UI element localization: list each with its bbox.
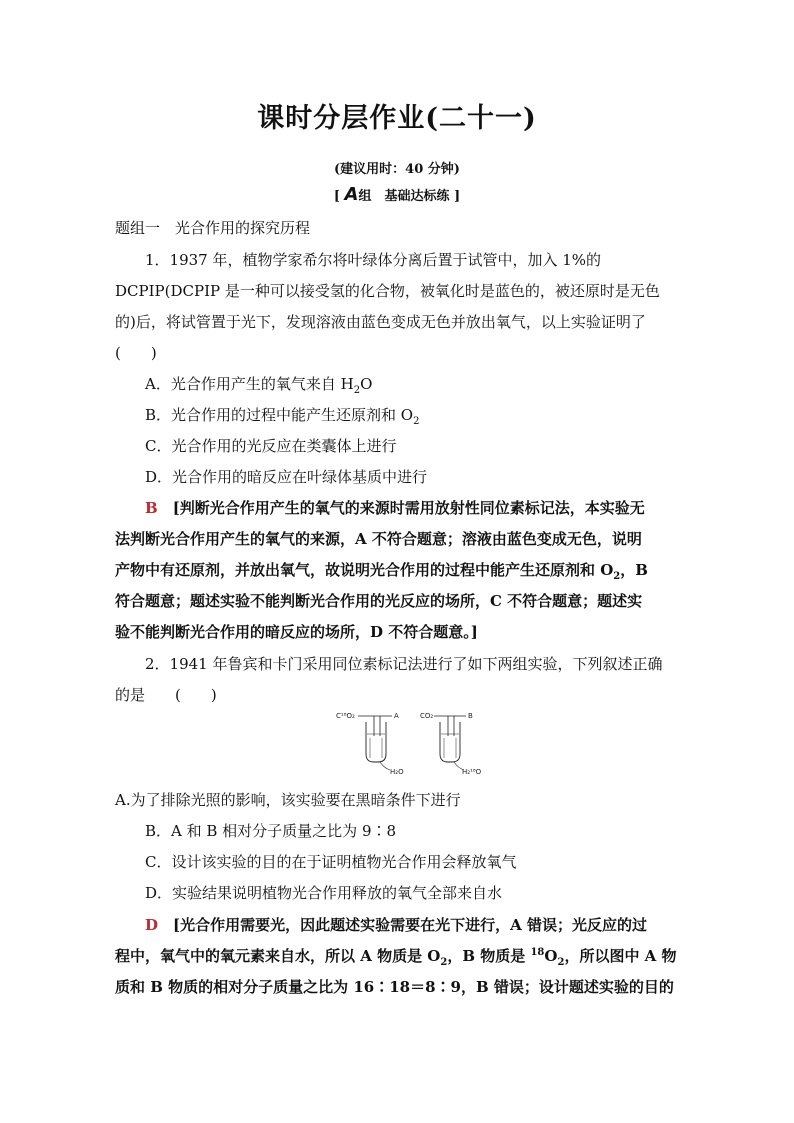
- left-input-label: C¹⁸O₂: [336, 712, 355, 720]
- q2-explanation-line1: D [光合作用需要光，因此题述实验需要在光下进行，A 错误；光反应的过: [145, 916, 647, 934]
- q2-option-d: D．实验结果说明植物光合作用释放的氧气全部来自水: [145, 884, 503, 902]
- q1-stem-line3: 的)后，将试管置于光下，发现溶液由蓝色变成无色并放出氧气，以上实验证明了: [115, 313, 646, 331]
- group-label: [0, 184, 794, 205]
- q1-stem-line1: 1．1937 年，植物学家希尔将叶绿体分离后置于试管中，加入 1%的: [145, 251, 602, 269]
- section-heading: 题组一 光合作用的探究历程: [115, 219, 311, 237]
- group-text: 组 基础达标练: [358, 189, 450, 204]
- bracket-close: ]: [454, 189, 461, 204]
- bracket-open: [: [333, 189, 340, 204]
- q1-explanation-line1: B [判断光合作用产生的氧气的来源时需用放射性同位素标记法，本实验无: [145, 499, 645, 517]
- q1-option-d: D．光合作用的暗反应在叶绿体基质中进行: [145, 468, 428, 486]
- q1-explanation-line4: 符合题意；题述实验不能判断光合作用的光反应的场所，C 不符合题意；题述实: [115, 592, 643, 610]
- q1-explanation-line3: 产物中有还原剂，并放出氧气，故说明光合作用的过程中能产生还原剂和 $O_2$，B: [115, 561, 648, 582]
- q2-explanation-line3: 质和 B 物质的相对分子质量之比为 16∶18＝8∶9，B 错误；设计题述实验的目的: [115, 978, 674, 996]
- experiment-diagram: [334, 708, 496, 776]
- q1-explanation-line5: 验不能判断光合作用的暗反应的场所，D 不符合题意。]: [115, 623, 478, 641]
- left-output-label: A: [394, 712, 399, 720]
- suggested-time: (建议用时：40 分钟): [334, 162, 460, 177]
- q1-stem-line2: DCPIP(DCPIP 是一种可以接受氢的化合物，被氧化时是蓝色的，被还原时是无色: [115, 282, 660, 300]
- left-water-label: H₂O: [390, 768, 404, 776]
- left-test-tube: [366, 722, 386, 762]
- q1-option-a: A．光合作用产生的氧气来自 $H_2O$: [145, 375, 373, 396]
- q2-answer: D: [145, 916, 159, 934]
- right-input-label: CO₂: [420, 712, 434, 720]
- right-water-label: H₂¹⁸O: [462, 768, 482, 776]
- q1-answer: B: [145, 499, 158, 517]
- q2-option-c: C．设计该实验的目的在于证明植物光合作用会释放氧气: [145, 853, 517, 871]
- q2-stem-line2: 的是 ( ): [115, 686, 217, 704]
- group-letter: A: [344, 184, 359, 205]
- page-title: 课时分层作业(二十一): [257, 103, 537, 134]
- right-output-label: B: [468, 712, 473, 720]
- q1-stem-line4: ( ): [115, 344, 157, 362]
- q1-option-b: B．光合作用的过程中能产生还原剂和 $O_2$: [145, 406, 420, 427]
- q1-option-c: C．光合作用的光反应在类囊体上进行: [145, 437, 397, 455]
- q2-explanation-line2: 程中，氧气中的氧元素来自水，所以 A 物质是 $O_2$，B 物质是 $^{18}O_2$，所以图中 A 物: [115, 947, 677, 968]
- q1-explanation-line2: 法判断光合作用产生的氧气的来源，A 不符合题意；溶液由蓝色变成无色，说明: [115, 530, 642, 548]
- right-test-tube: [440, 722, 460, 762]
- q2-option-a: A.为了排除光照的影响，该实验要在黑暗条件下进行: [115, 791, 461, 809]
- q2-option-b: B．A 和 B 相对分子质量之比为 9∶8: [145, 822, 397, 840]
- q2-stem-line1: 2．1941 年鲁宾和卡门采用同位素标记法进行了如下两组实验，下列叙述正确: [145, 655, 663, 673]
